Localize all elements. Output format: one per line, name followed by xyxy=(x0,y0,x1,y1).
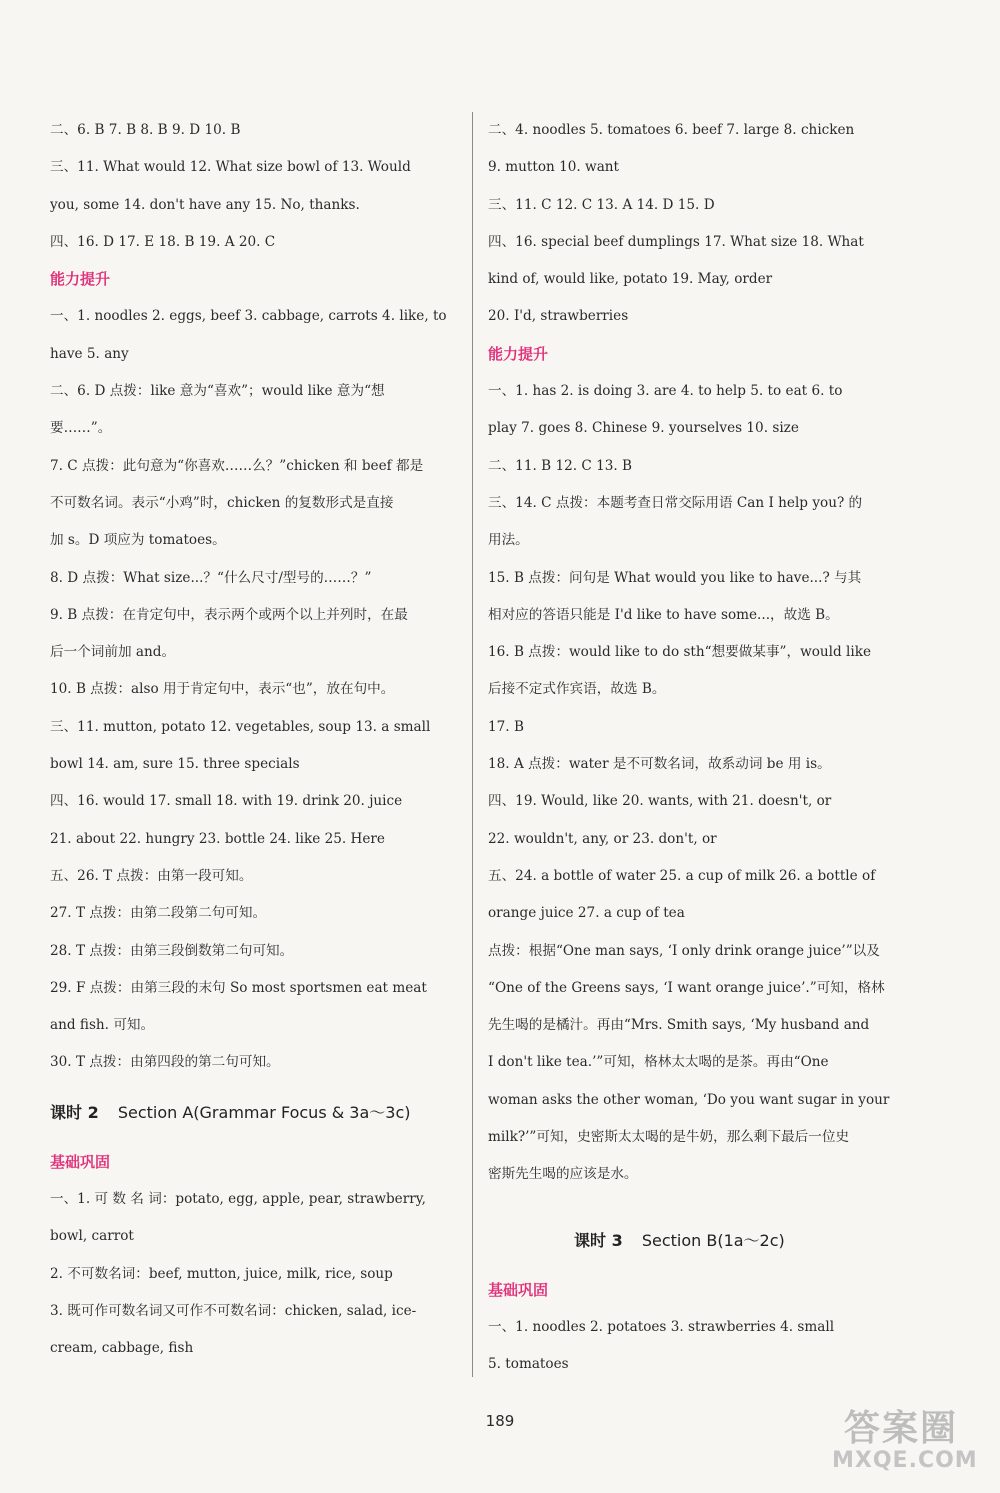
answer-line: 9. B 点拨：在肯定句中，表示两个或两个以上并列时，在最 xyxy=(50,606,408,623)
section-heading-improve: 能力提升 xyxy=(488,344,549,363)
answer-line: bowl 14. am, sure 15. three specials xyxy=(50,756,300,773)
answer-line: “One of the Greens says, ‘I want orange juice’.”可知，格林 xyxy=(488,979,885,996)
answer-line: 五、26. T 点拨：由第一段可知。 xyxy=(50,867,253,884)
answer-line: 28. T 点拨：由第三段倒数第二句可知。 xyxy=(50,942,294,959)
watermark-url: MXQE.COM xyxy=(832,1448,978,1473)
lesson-title: Section B(1a～2c) xyxy=(641,1230,785,1250)
answer-line: woman asks the other woman, ‘Do you want sugar in your xyxy=(488,1091,890,1108)
answer-line: have 5. any xyxy=(50,345,129,362)
lesson-title: Section A(Grammar Focus & 3a～3c) xyxy=(117,1102,411,1122)
watermark-logo xyxy=(818,1396,996,1490)
answer-line: milk?’”可知，史密斯太太喝的是牛奶，那么剩下最后一位史 xyxy=(488,1129,850,1146)
answer-line: 一、1. noodles 2. potatoes 3. strawberries 4. small xyxy=(488,1318,835,1335)
section-heading-basic: 基础巩固 xyxy=(488,1280,549,1299)
answer-line: 27. T 点拨：由第二段第二句可知。 xyxy=(50,905,267,922)
answer-line: 二、6. D 点拨：like 意为“喜欢”；would like 意为“想 xyxy=(50,383,385,400)
answer-line: 一、1. has 2. is doing 3. are 4. to help 5. to eat 6. to xyxy=(488,383,843,400)
answer-line: 5. tomatoes xyxy=(488,1356,569,1373)
answer-line: 用法。 xyxy=(488,532,529,549)
answer-line: 17. B xyxy=(488,718,524,735)
answer-line: 三、11. C 12. C 13. A 14. D 15. D xyxy=(488,196,715,213)
answer-line: 16. B 点拨：would like to do sth“想要做某事”，would like xyxy=(488,644,872,661)
answer-line: 四、16. would 17. small 18. with 19. drink 20. juice xyxy=(50,793,403,810)
answer-line: 3. 既可作可数名词又可作不可数名词：chicken, salad, ice- xyxy=(50,1302,417,1319)
answer-line: orange juice 27. a cup of tea xyxy=(488,905,685,922)
answer-line: 30. T 点拨：由第四段的第二句可知。 xyxy=(50,1054,280,1071)
answer-line: 29. F 点拨：由第三段的末句 So most sportsmen eat meat xyxy=(50,979,427,996)
answer-line: 点拨：根据“One man says, ‘I only drink orange juice’”以及 xyxy=(488,942,880,959)
answer-line: 8. D 点拨：What size...？“什么尺寸/型号的……？” xyxy=(50,569,372,586)
answer-line: 先生喝的是橘汁。再由“Mrs. Smith says, ‘My husband and xyxy=(488,1017,870,1034)
section-heading-improve: 能力提升 xyxy=(50,270,111,289)
answer-line: 15. B 点拨：问句是 What would you like to have...? 与其 xyxy=(488,569,862,586)
lesson-label: 课时 2 xyxy=(50,1102,99,1122)
watermark-logo-text: 答案圈 xyxy=(844,1408,959,1449)
answer-line: play 7. goes 8. Chinese 9. yourselves 10. size xyxy=(488,420,799,437)
answer-line: bowl, carrot xyxy=(50,1228,134,1245)
right-column xyxy=(488,112,900,1384)
answer-line: 7. C 点拨：此句意为“你喜欢……么？”chicken 和 beef 都是 xyxy=(50,457,424,474)
answer-line: 密斯先生喝的应该是水。 xyxy=(488,1166,638,1183)
answer-line: cream, cabbage, fish xyxy=(50,1340,194,1357)
answer-line: 10. B 点拨：also 用于肯定句中，表示“也”，放在句中。 xyxy=(50,681,395,698)
answer-line: 9. mutton 10. want xyxy=(488,159,620,176)
answer-line: 18. A 点拨：water 是不可数名词，故系动词 be 用 is。 xyxy=(488,756,831,773)
answer-line: 四、19. Would, like 20. wants, with 21. doesn't, or xyxy=(488,793,832,810)
answer-line: 四、16. special beef dumplings 17. What size 18. What xyxy=(488,233,864,250)
answer-line: 二、4. noodles 5. tomatoes 6. beef 7. large 8. chicken xyxy=(488,122,855,138)
answer-line: 相对应的答语只能是 I'd like to have some...，故选 B。 xyxy=(488,606,839,623)
answer-line: kind of, would like, potato 19. May, order xyxy=(488,271,773,288)
page-number: 189 xyxy=(485,1412,515,1430)
answer-line: 后一个词前加 and。 xyxy=(50,644,176,661)
answer-line: 三、11. mutton, potato 12. vegetables, soup 13. a small xyxy=(50,718,431,735)
answer-line: 三、11. What would 12. What size bowl of 13. Would xyxy=(50,159,411,176)
lesson-heading xyxy=(488,1220,900,1262)
answer-line: 20. I'd, strawberries xyxy=(488,308,629,325)
answer-line: 二、6. B 7. B 8. B 9. D 10. B xyxy=(50,122,241,138)
answer-line: 不可数名词。表示“小鸡”时，chicken 的复数形式是直接 xyxy=(50,494,394,511)
answer-line: 后接不定式作宾语，故选 B。 xyxy=(488,681,666,698)
answer-line: and fish. 可知。 xyxy=(50,1017,155,1034)
answer-line: 四、16. D 17. E 18. B 19. A 20. C xyxy=(50,233,276,250)
section-heading-basic: 基础巩固 xyxy=(50,1152,111,1171)
answer-line: 二、11. B 12. C 13. B xyxy=(488,457,633,474)
answer-line: 一、1. 可 数 名 词：potato, egg, apple, pear, strawberry, xyxy=(50,1191,426,1208)
answer-line: 21. about 22. hungry 23. bottle 24. like 25. Here xyxy=(50,830,385,847)
left-column xyxy=(50,112,462,1368)
answer-line: 要……”。 xyxy=(50,420,112,437)
answer-line: I don't like tea.’”可知，格林太太喝的是茶。再由“One xyxy=(488,1054,829,1071)
answer-line: 2. 不可数名词：beef, mutton, juice, milk, rice, soup xyxy=(50,1265,393,1282)
column-divider xyxy=(472,112,473,1377)
answer-line: 加 s。D 项应为 tomatoes。 xyxy=(50,532,226,549)
answer-line: 22. wouldn't, any, or 23. don't, or xyxy=(488,830,717,847)
answer-line: 五、24. a bottle of water 25. a cup of milk 26. a bottle of xyxy=(488,867,876,884)
answer-line: 一、1. noodles 2. eggs, beef 3. cabbage, carrots 4. like, to xyxy=(50,308,447,325)
answer-line: 三、14. C 点拨：本题考查日常交际用语 Can I help you? 的 xyxy=(488,494,863,511)
lesson-label: 课时 3 xyxy=(574,1230,623,1250)
lesson-heading xyxy=(50,1092,462,1134)
answer-line: you, some 14. don't have any 15. No, thanks. xyxy=(50,196,360,213)
